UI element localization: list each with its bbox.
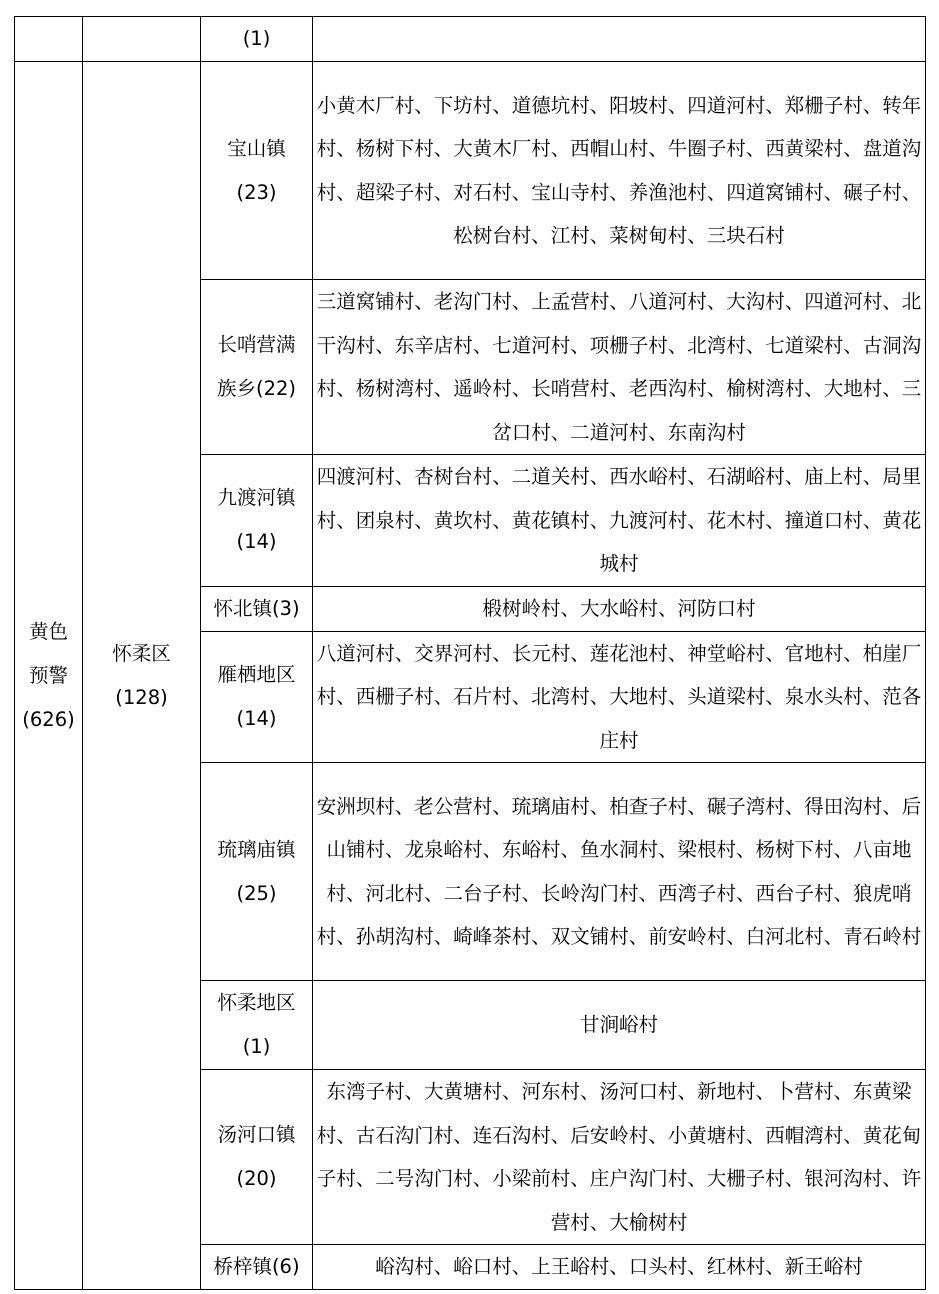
town-count: (14): [236, 706, 277, 730]
town-cell: [201, 631, 313, 763]
warning-level-count: (626): [22, 707, 75, 731]
town-cell: [201, 455, 313, 587]
town-name: 宝山镇: [227, 136, 286, 160]
warning-level-name: 预警: [28, 663, 68, 687]
town-count: (1): [242, 1035, 271, 1058]
villages-cell: [313, 17, 926, 62]
villages-cell: 四渡河村、杏树台村、二道关村、西水峪村、石湖峪村、庙上村、局里村、团泉村、黄坎村、黄花镇村、九渡河村、花木村、撞道口村、黄花城村: [313, 455, 926, 587]
town-name: 汤河口镇: [217, 1123, 296, 1146]
warning-level-name: 黄色: [28, 619, 68, 643]
town-cell: [201, 763, 313, 981]
district-name: 怀柔区: [112, 641, 171, 665]
table-row: [15, 17, 926, 62]
district-count: (128): [115, 685, 168, 709]
warning-level-cell: [15, 62, 83, 1290]
town-cell: [201, 280, 313, 455]
villages-cell: 三道窝铺村、老沟门村、上孟营村、八道河村、大沟村、四道河村、北干沟村、东辛店村、七道河村、项栅子村、北湾村、七道梁村、古洞沟村、杨树湾村、遥岭村、长哨营村、老西沟村、榆树湾村、大地村、三岔口村、二道河村、东南沟村: [313, 280, 926, 455]
town-name: 琉璃庙镇: [217, 837, 296, 861]
town-cell: [201, 1070, 313, 1245]
town-name: 九渡河镇: [217, 486, 296, 510]
town-count: (14): [236, 530, 277, 554]
town-name: 族乡(22): [216, 377, 297, 400]
town-cell: [201, 586, 313, 631]
town-count: (20): [236, 1167, 277, 1190]
town-cell: [201, 17, 313, 62]
town-count: (1): [242, 27, 271, 50]
town-name: 怀柔地区: [217, 991, 296, 1014]
town-name: 雁栖地区: [217, 662, 296, 686]
villages-cell: 东湾子村、大黄塘村、河东村、汤河口村、新地村、卜营村、东黄梁村、古石沟门村、连石沟村、后安岭村、小黄塘村、西帽湾村、黄花甸子村、二号沟门村、小梁前村、庄户沟门村、大栅子村、银河沟村、许营村、大榆树村: [313, 1070, 926, 1245]
district-cell-empty: [83, 17, 201, 62]
town-name: 怀北镇(3): [213, 596, 300, 620]
villages-cell: 安洲坝村、老公营村、琉璃庙村、柏查子村、碾子湾村、得田沟村、后山铺村、龙泉峪村、东峪村、鱼水洞村、梁根村、杨树下村、八亩地村、河北村、二台子村、长岭沟门村、西湾子村、西台子村、狼虎哨村、孙胡沟村、崎峰茶村、双文铺村、前安岭村、白河北村、青石岭村: [313, 763, 926, 981]
villages-cell: 小黄木厂村、下坊村、道德坑村、阳坡村、四道河村、郑栅子村、转年村、杨树下村、大黄木厂村、西帽山村、牛圈子村、西黄梁村、盘道沟村、超梁子村、对石村、宝山寺村、养渔池村、四道窝铺村、碾子村、松树台村、江村、菜树甸村、三块石村: [313, 62, 926, 280]
warning-table: [14, 16, 926, 1290]
town-cell: [201, 62, 313, 280]
villages-cell: 甘涧峪村: [313, 981, 926, 1070]
table-row: [15, 62, 926, 280]
town-name: 长哨营满: [217, 333, 296, 356]
district-cell: [83, 62, 201, 1290]
town-count: (23): [236, 180, 277, 204]
town-count: (25): [236, 881, 277, 905]
town-cell: [201, 981, 313, 1070]
town-cell: [201, 1245, 313, 1290]
villages-cell: 椴树岭村、大水峪村、河防口村: [313, 586, 926, 631]
level-cell-empty: [15, 17, 83, 62]
villages-cell: 八道河村、交界河村、长元村、莲花池村、神堂峪村、官地村、柏崖厂村、西栅子村、石片村、北湾村、大地村、头道梁村、泉水头村、范各庄村: [313, 631, 926, 763]
town-name: 桥梓镇(6): [213, 1255, 300, 1278]
villages-cell: 峪沟村、峪口村、上王峪村、口头村、红林村、新王峪村: [313, 1245, 926, 1290]
